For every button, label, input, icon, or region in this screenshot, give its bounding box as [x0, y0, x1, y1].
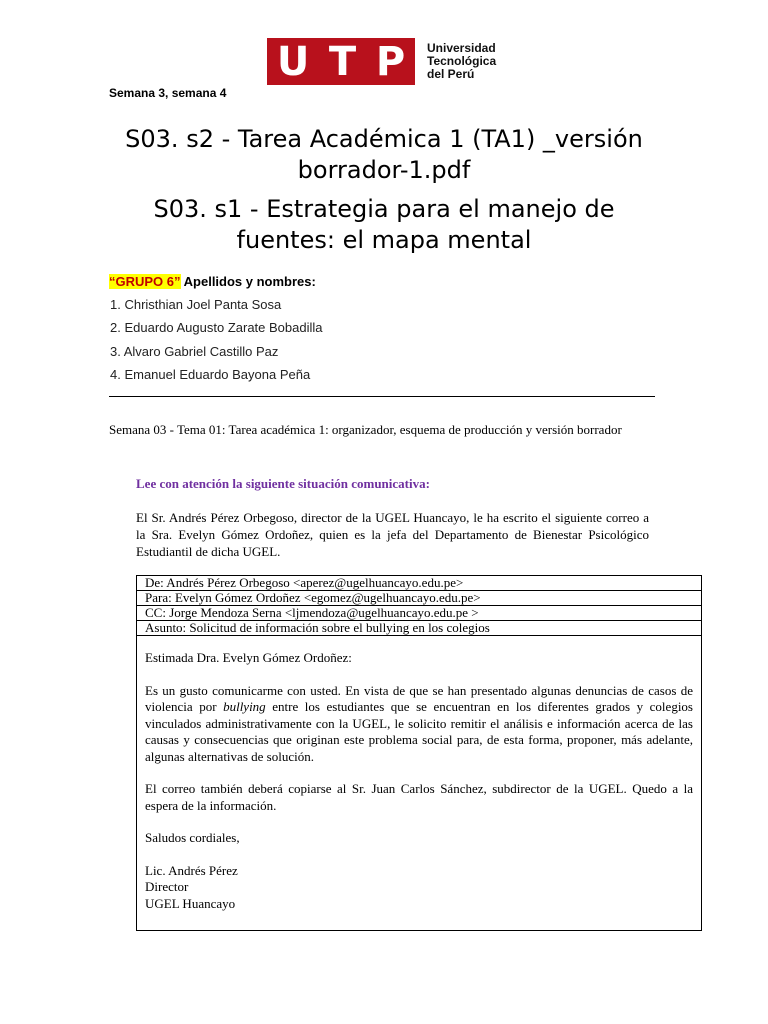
email-cc: CC: Jorge Mendoza Serna <ljmendoza@ugelhuancayo.edu.pe > [137, 606, 701, 621]
separator-line [109, 396, 655, 397]
logo-line-2: Tecnológica [427, 54, 497, 68]
signature-line: Lic. Andrés Pérez [145, 862, 238, 878]
logo-wordmark [427, 42, 496, 81]
member-item: 4. Emanuel Eduardo Bayona Peña [110, 367, 311, 382]
email-p1-after: entre los estudiantes que se encuentran en los diferentes grados y colegios vinculados administrativamente con la UGEL, le solicito remitir el análisis e información acerca de las causas y consecuencias que originan este problema social para, de esta forma, proponer, más adelante, algunas alternativas de solución. [145, 699, 693, 764]
title-mapa-line2: fuentes: el mapa mental [236, 226, 532, 254]
email-to: Para: Evelyn Gómez Ordoñez <egomez@ugelhuancayo.edu.pe> [137, 591, 701, 606]
member-item: 2. Eduardo Augusto Zarate Bobadilla [110, 320, 323, 335]
logo-letter-p: P [375, 38, 406, 85]
group-name-highlight: “GRUPO 6” [109, 274, 181, 289]
email-paragraph-1 [145, 683, 693, 766]
email-from: De: Andrés Pérez Orbegoso <aperez@ugelhuancayo.edu.pe> [137, 576, 701, 591]
email-body [137, 636, 701, 912]
logo-letter-u: U [276, 38, 310, 85]
title-ta1-line2: borrador-1.pdf [297, 156, 471, 184]
logo-line-1: Universidad [427, 41, 496, 55]
email-box [136, 575, 702, 931]
email-paragraph-2: El correo también deberá copiarse al Sr. Juan Carlos Sánchez, subdirector de la UGEL. Quedo a la espera de la información. [145, 781, 693, 813]
email-subject: Asunto: Solicitud de información sobre el bullying en los colegios [137, 621, 701, 636]
utp-logo [267, 38, 496, 85]
email-p1-before: Es un gusto comunicarme con usted. En vista de que se han presentado algunas denuncias de casos de violencia por [145, 682, 693, 714]
title-mapa-line1: S03. s1 - Estrategia para el manejo de [153, 195, 615, 223]
logo-letter-t: T [328, 38, 357, 85]
group-label: Apellidos y nombres: [180, 274, 316, 289]
week-label: Semana 3, semana 4 [109, 86, 227, 100]
signature-line: Director [145, 879, 189, 894]
instruction-heading: Lee con atención la siguiente situación comunicativa: [136, 476, 430, 491]
title-ta1-line1: S03. s2 - Tarea Académica 1 (TA1) _versión [125, 125, 643, 153]
email-greeting: Estimada Dra. Evelyn Gómez Ordoñez: [145, 650, 352, 665]
group-heading [109, 274, 316, 289]
email-closing: Saludos cordiales, [145, 830, 240, 845]
email-p1-italic: bullying [223, 699, 266, 714]
utp-logo-mark [267, 38, 415, 85]
signature-line: UGEL Huancayo [145, 895, 236, 911]
title-ta1 [100, 124, 668, 186]
week-task-text: Semana 03 - Tema 01: Tarea académica 1: organizador, esquema de producción y versión borrador [109, 422, 622, 437]
logo-line-3: del Perú [427, 67, 475, 81]
situation-intro: El Sr. Andrés Pérez Orbegoso, director de la UGEL Huancayo, le ha escrito el siguiente correo a la Sra. Evelyn Gómez Ordoñez, quien es la jefa del Departamento de Bienestar Psicológico Estudiantil de dicha UGEL. [136, 510, 649, 559]
member-item: 1. Christhian Joel Panta Sosa [110, 297, 282, 312]
title-mapa-mental [100, 194, 668, 256]
member-item: 3. Alvaro Gabriel Castillo Paz [110, 344, 279, 359]
